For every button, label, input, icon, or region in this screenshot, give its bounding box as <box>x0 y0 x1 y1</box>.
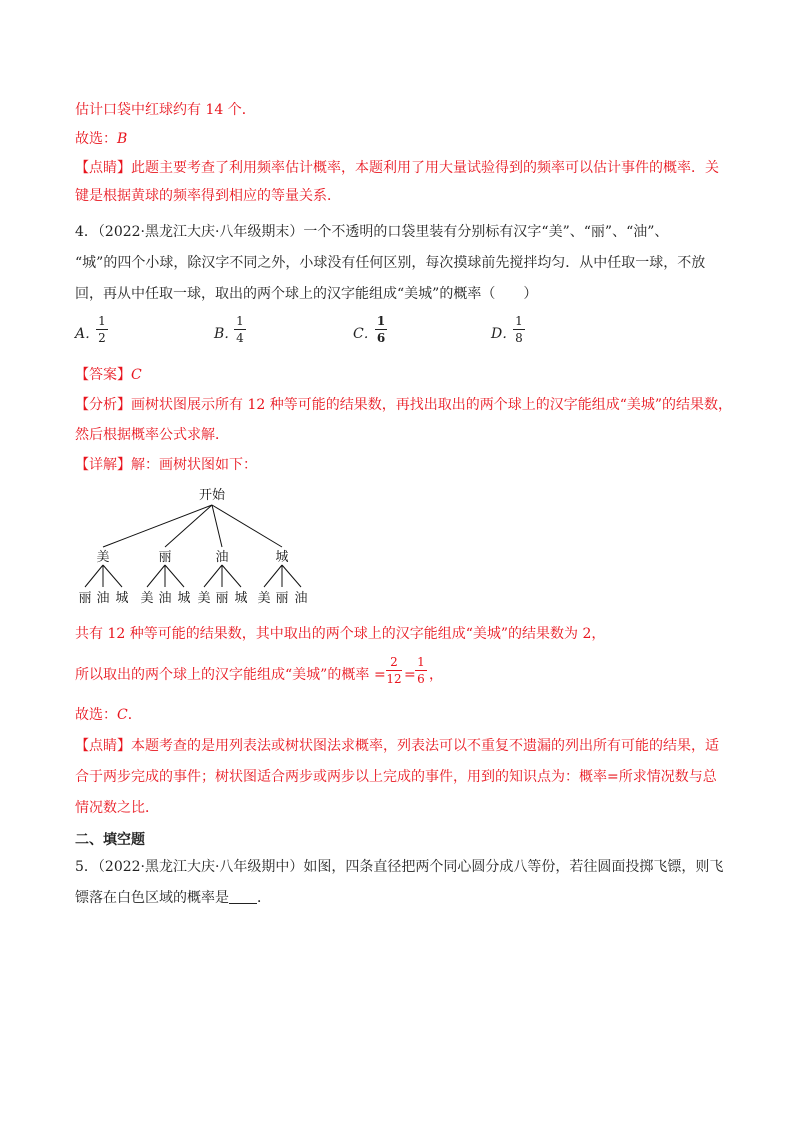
tree-leaf: 城 <box>115 591 129 606</box>
analysis-line-2: 然后根据概率公式求解． <box>75 427 229 443</box>
analysis-line-1: 【分析】画树状图展示所有 12 种等可能的结果数，再找出取出的两个球上的汉字能组成“美城”的结果数， <box>75 397 733 413</box>
choose-prefix: 故选： <box>75 131 117 147</box>
result-count-line: 共有 12 种等可能的结果数，其中取出的两个球上的汉字能组成“美城”的结果数为 2， <box>75 626 606 642</box>
tree-leaf: 美 <box>257 591 271 606</box>
comment2-line-3: 情况数之比． <box>75 800 159 816</box>
tree-root: 开始 <box>198 488 226 503</box>
tree-leaf: 城 <box>177 591 191 606</box>
option-fraction: 1 8 <box>513 314 525 345</box>
tree-leaf: 油 <box>294 591 308 606</box>
answer-value: C <box>131 367 142 383</box>
choose-end: ． <box>127 707 142 723</box>
tree-node: 油 <box>215 550 229 565</box>
probability-fraction-1: 2 12 <box>386 655 402 686</box>
option-label: C． <box>353 326 378 342</box>
detail-line: 【详解】解：画树状图如下： <box>75 457 257 473</box>
choose-prefix: 故选： <box>75 707 117 723</box>
question5-prefix: 镖落在白色区域的概率是 <box>75 890 229 906</box>
tree-node: 美 <box>96 550 110 565</box>
equals-sign: = <box>374 667 386 683</box>
probability-fraction-2: 1 6 <box>415 655 427 686</box>
option-label: D． <box>491 326 517 342</box>
probability-end: ， <box>429 667 443 683</box>
comment-line-2: 键是根据黄球的频率得到相应的等量关系． <box>75 188 341 204</box>
option-label: B． <box>214 326 239 342</box>
tree-leaf: 油 <box>96 591 110 606</box>
answer-prefix: 【答案】 <box>75 367 131 383</box>
option-fraction: 1 6 <box>376 314 386 345</box>
tree-leaf: 油 <box>158 591 172 606</box>
tree-diagram <box>70 483 330 608</box>
solution-line: 估计口袋中红球约有 14 个． <box>75 102 256 118</box>
tree-leaf: 美 <box>197 591 211 606</box>
comment-line-1: 【点睛】此题主要考查了利用频率估计概率，本题利用了用大量试验得到的频率可以估计事件的概率．关 <box>75 160 719 176</box>
probability-line <box>75 665 369 685</box>
question5-line-1: 5．（2022·黑龙江大庆·八年级期中）如图，四条直径把两个同心圆分成八等份，若往圆面投掷飞镖，则飞 <box>75 859 724 875</box>
final-choose-line <box>75 705 142 725</box>
option-fraction: 1 4 <box>234 314 246 345</box>
choose-answer: C <box>117 707 128 723</box>
comment2-line-1: 【点睛】本题考查的是用列表法或树状图法求概率，列表法可以不重复不遗漏的列出所有可能的结果，适 <box>75 738 719 754</box>
answer-blank <box>229 889 257 904</box>
tree-leaf: 丽 <box>78 591 92 606</box>
equals-sign: = <box>404 667 416 683</box>
probability-prefix: 所以取出的两个球上的汉字能组成“美城”的概率 <box>75 667 370 683</box>
tree-node: 城 <box>275 550 289 565</box>
option-label: A． <box>75 326 100 342</box>
comment2-line-2: 合于两步完成的事件；树状图适合两步或两步以上完成的事件，用到的知识点为：概率=所求情况数与总 <box>75 769 717 785</box>
choose-line <box>75 129 127 149</box>
question5-line-2 <box>75 888 271 908</box>
tree-leaf: 城 <box>234 591 248 606</box>
tree-leaf: 丽 <box>275 591 289 606</box>
option-fraction: 1 2 <box>96 314 108 345</box>
answer-line <box>75 365 142 385</box>
tree-leaf: 丽 <box>215 591 229 606</box>
choose-answer: B <box>117 131 128 147</box>
question4-line-2: “城”的四个小球，除汉字不同之外，小球没有任何区别，每次摸球前先搅拌均匀．从中任取一球，不放 <box>75 255 706 271</box>
section-title: 二、填空题 <box>75 832 145 848</box>
tree-node: 丽 <box>158 550 172 565</box>
question5-end: ． <box>257 890 271 906</box>
question4-line-3: 回，再从中任取一球，取出的两个球上的汉字能组成“美城”的概率（ ） <box>75 286 538 302</box>
question4-line-1: 4．（2022·黑龙江大庆·八年级期末）一个不透明的口袋里装有分别标有汉字“美”、“丽”、“油”、 <box>75 224 669 240</box>
tree-leaf: 美 <box>140 591 154 606</box>
